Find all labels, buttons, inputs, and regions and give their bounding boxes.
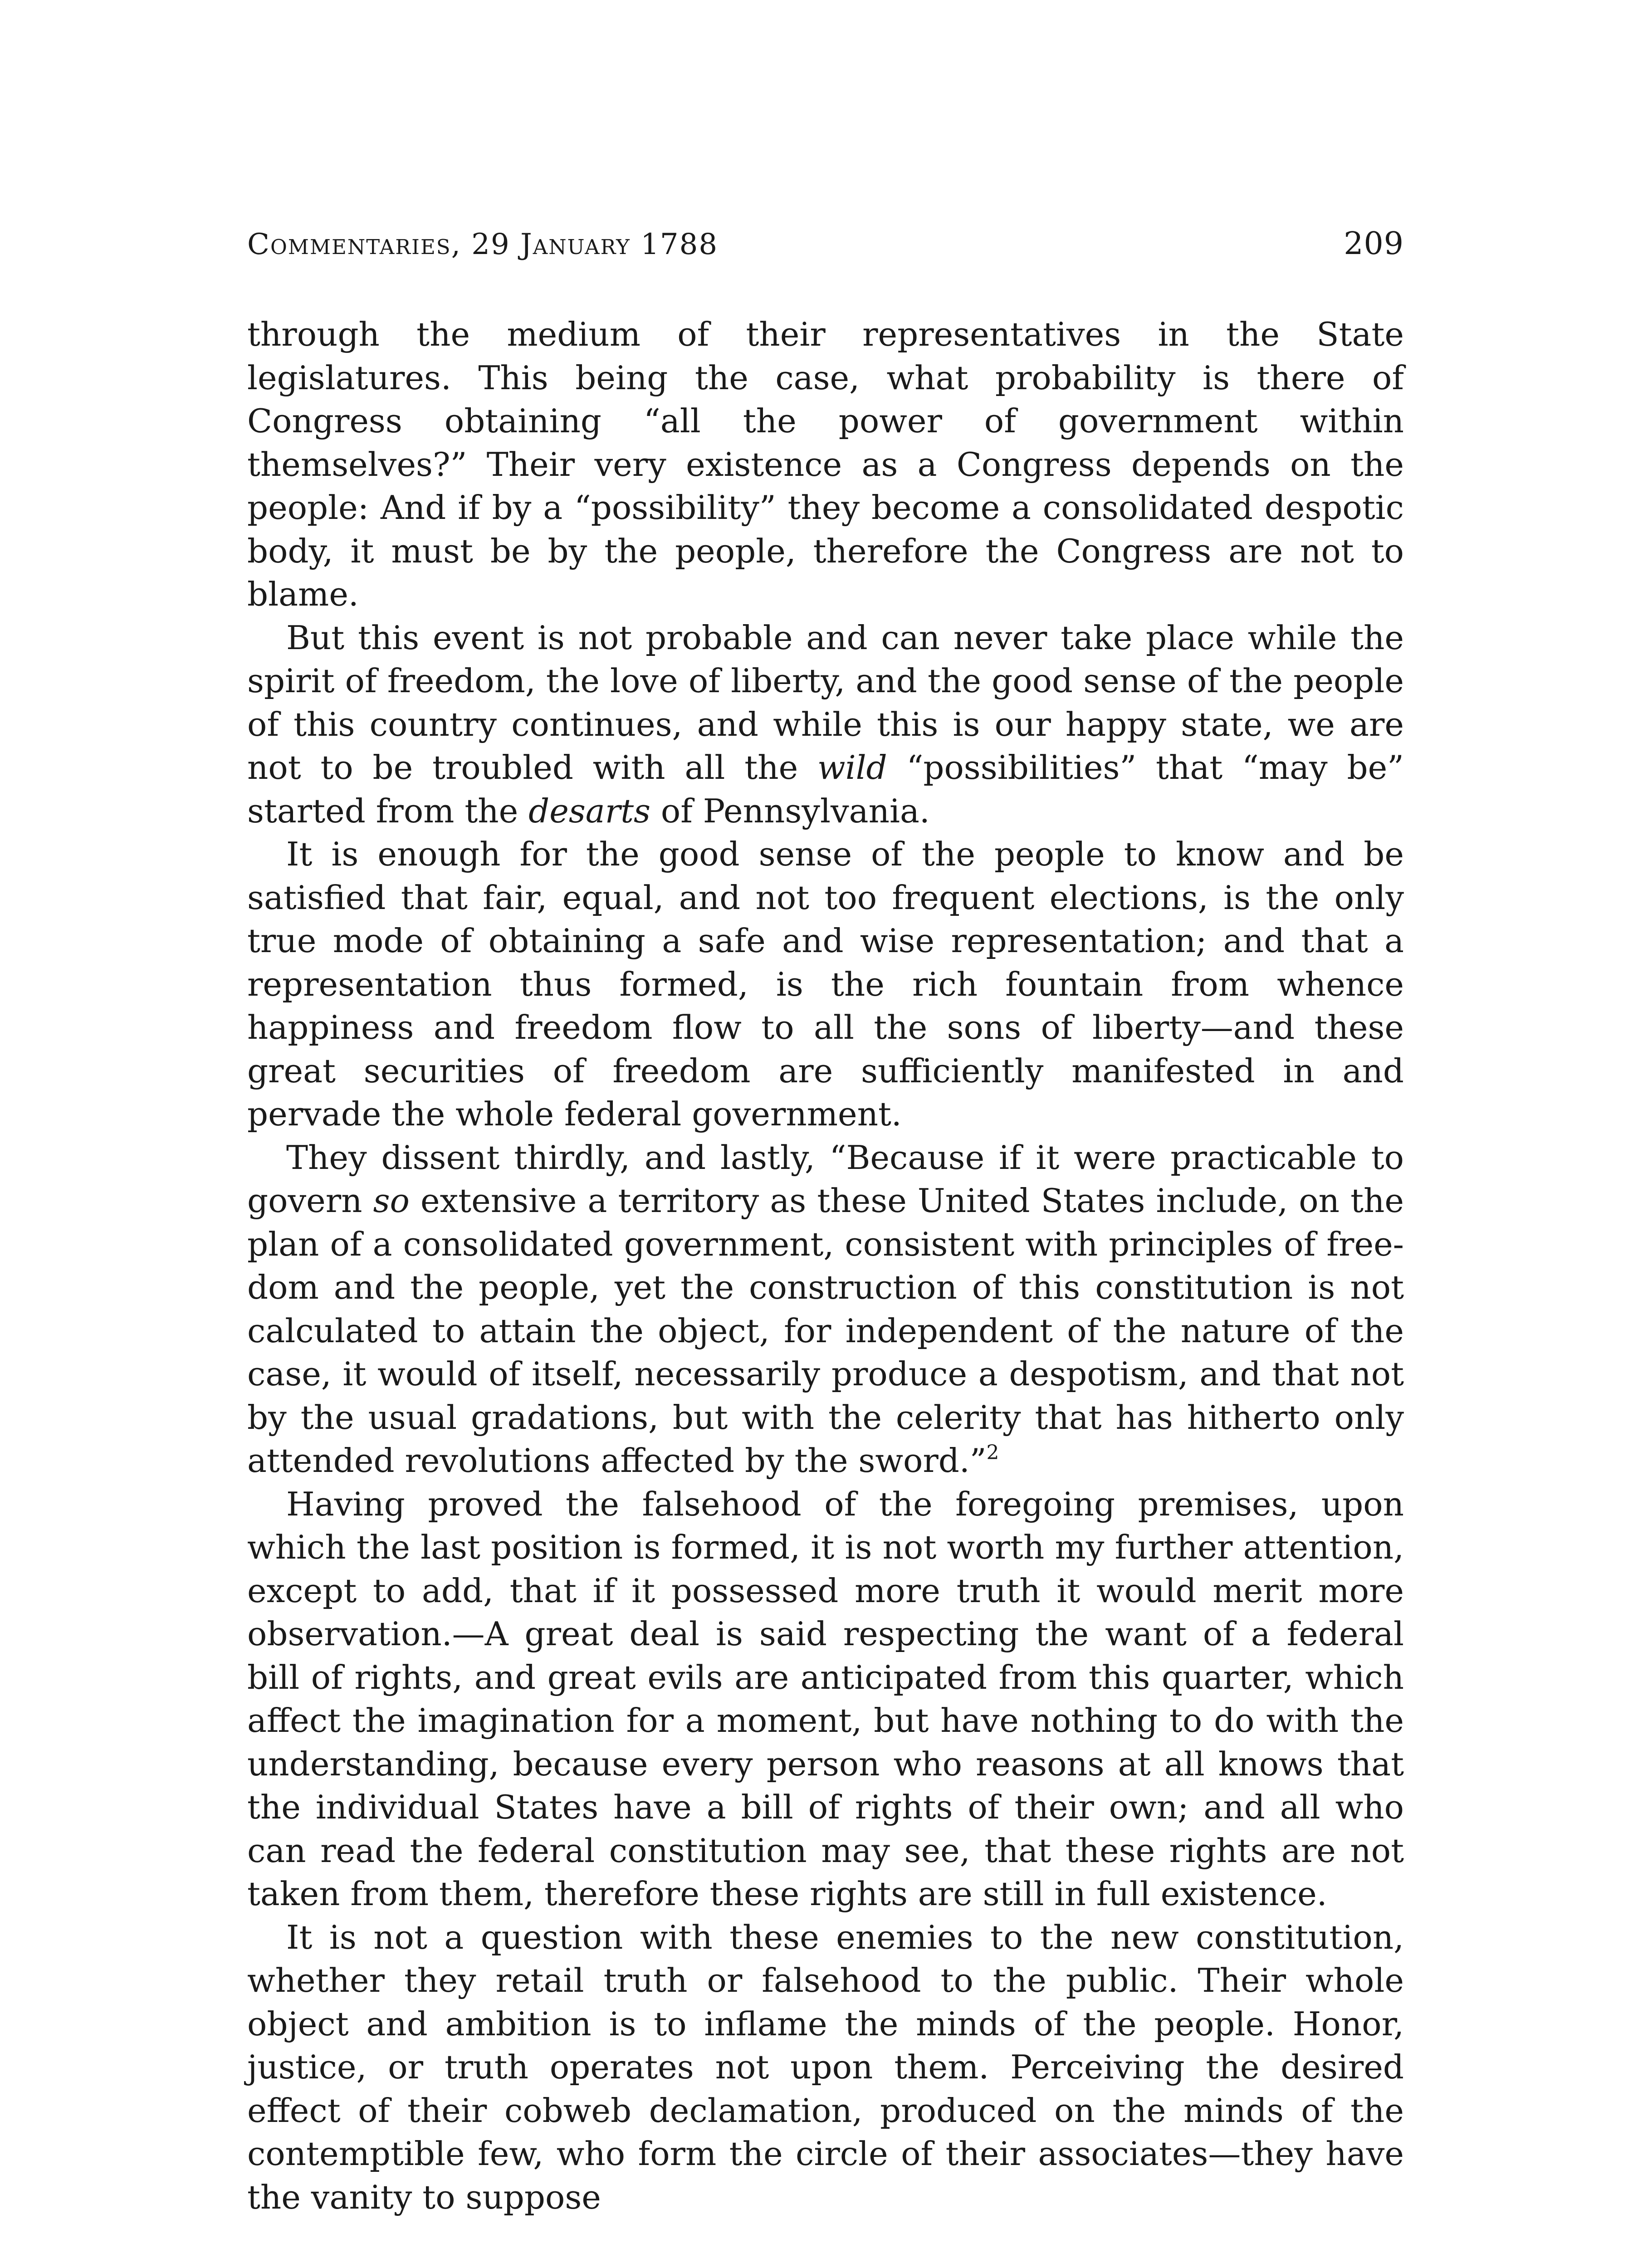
paragraph-5: Having proved the falsehood of the foregoing premises, upon which the last position is formed, it is not worth my further attention, except to add, that if it possessed more truth it would merit more observation.—A great deal is said respecting the want of a federal bill of rights, and great evils are anticipated from this quarter, which affect the imagination for a moment, but have nothing to do with the understanding, because every person who reasons at all knows that the individual States have a bill of rights of their own; and all who can read the federal constitution may see, that these rights are not taken from them, therefore these rights are still in full existence. (247, 1485, 1404, 1913)
italic-wild: wild (817, 748, 887, 787)
body-text (247, 313, 1404, 2219)
paragraph-4-text-a: They dissent thirdly, and lastly, “Because if it were practicable to govern (247, 1138, 1404, 1220)
paragraph-2-text-a: But this event is not probable and can never take place while the spirit of freedom, the love of liberty, and the good sense of the people of this country continues, and while this is our happy state, we are not to be troubled with all the (247, 618, 1404, 787)
footnote-reference: 2 (986, 1441, 999, 1464)
paragraph-2-text-c: of Pennsylvania. (650, 792, 930, 830)
italic-so: so (373, 1182, 410, 1220)
italic-desarts: desarts (528, 792, 650, 830)
paragraph-4 (247, 1136, 1404, 1483)
paragraph-6: It is not a question with these enemies to the new constitution, whether they retail truth or falsehood to the public. Their whole object and ambition is to inflame the minds of the people. Honor, justice, or truth operates not upon them. Perceiving the desired effect of their cobweb declamation, produced on the minds of the contemptible few, who form the circle of their associates—they have the vanity to suppose (247, 1918, 1404, 2216)
paragraph-1: through the medium of their representatives in the State legislatures. This being the case, what probability is there of Congress obtaining “all the power of government within themselves?” Their very existence as a Congress depends on the people: And if by a “possibility” they become a consolidated despotic body, it must be by the people, therefore the Congress are not to blame. (247, 315, 1404, 613)
paragraph-3: It is enough for the good sense of the people to know and be satisfied that fair, equal, and not too frequent elections, is the only true mode of obtaining a safe and wise representation; and that a representation thus formed, is the rich fountain from whence happiness and freedom flow to all the sons of liberty—and these great securities of freedom are sufficiently manifested in and pervade the whole federal government. (247, 835, 1404, 1133)
paragraph-4-text-b: extensive a territory as these United States include, on the plan of a consolidated government, consistent with principles of freedom and the people, yet the construction of this constitution is not calculated to attain the object, for independent of the nature of the case, it would of itself, necessarily produce a despotism, and that not by the usual gradations, but with the celerity that has hitherto only attended revolutions affected by the sword.” (247, 1182, 1404, 1480)
running-head (247, 226, 1404, 271)
paragraph-2 (247, 616, 1404, 833)
paragraph-2-text-b: “possibilities” that “may be” started from the (247, 748, 1404, 830)
running-title: Commentaries, 29 January 1788 (247, 228, 719, 261)
page-number: 209 (1344, 226, 1404, 262)
